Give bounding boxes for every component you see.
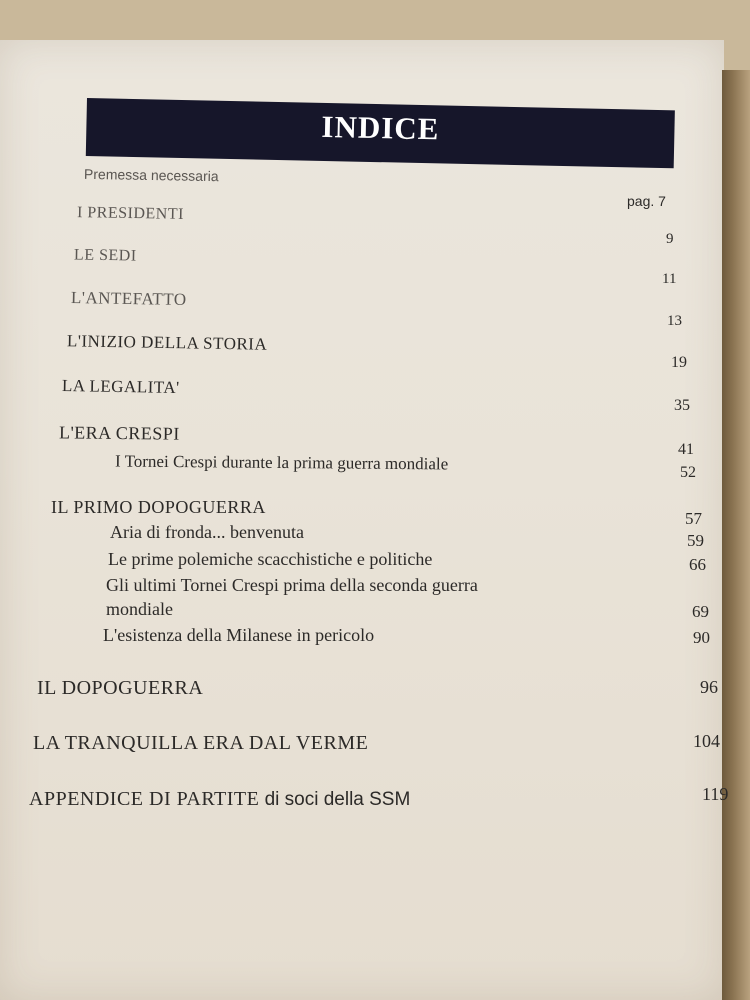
book-page (0, 40, 724, 1000)
toc-page-aria-di-fronda: 59 (687, 531, 704, 550)
toc-entry-inizio: L'INIZIO DELLA STORIA (66, 331, 268, 354)
toc-entry-appendice-label: APPENDICE DI PARTITE (29, 788, 260, 810)
toc-subentry-aria-di-fronda: Aria di fronda... benvenuta (110, 522, 304, 542)
page-title: INDICE (321, 108, 440, 147)
toc-page-dopoguerra: 96 (700, 677, 718, 697)
toc-page-prime-polemiche: 66 (689, 555, 706, 574)
toc-page-inizio: 19 (671, 354, 687, 371)
toc-subentry-esistenza-milanese: L'esistenza della Milanese in pericolo (103, 625, 375, 645)
toc-entry-dopoguerra: IL DOPOGUERRA (37, 677, 204, 699)
toc-page-era-crespi: 41 (678, 441, 694, 458)
toc-page-premessa: pag. 7 (627, 193, 666, 209)
toc-entry-legalita: LA LEGALITA' (61, 375, 180, 398)
toc-page-appendice: 119 (702, 784, 729, 804)
toc-entry-era-crespi: L'ERA CRESPI (58, 422, 180, 444)
toc-page-esistenza-milanese: 90 (693, 628, 710, 647)
toc-entry-presidenti: I PRESIDENTI (76, 204, 185, 223)
toc-entry-antefatto: L'ANTEFATTO (70, 287, 187, 310)
toc-page-tornei-prima-guerra: 52 (680, 464, 696, 481)
toc-page-presidenti: 9 (666, 231, 674, 247)
toc-entry-tranquilla-era: LA TRANQUILLA ERA DAL VERME (33, 732, 369, 754)
toc-page-antefatto: 13 (667, 313, 682, 329)
toc-subentry-prime-polemiche: Le prime polemiche scacchistiche e politiche (108, 549, 433, 569)
toc-page-primo-dopoguerra: 57 (685, 509, 702, 528)
toc-page-tranquilla-era: 104 (693, 731, 720, 751)
toc-page-sedi: 11 (662, 271, 677, 287)
toc-entry-premessa: Premessa necessaria (83, 165, 219, 185)
toc-entry-primo-dopoguerra: IL PRIMO DOPOGUERRA (51, 497, 266, 517)
toc-page-ultimi-tornei: 69 (692, 602, 709, 621)
toc-subentry-tornei-prima-guerra: I Tornei Crespi durante la prima guerra mondiale (114, 451, 449, 474)
title-banner (86, 98, 675, 168)
toc-entry-appendice-suffix: di soci della SSM (259, 789, 411, 810)
toc-entry-appendice (29, 788, 410, 811)
book-spine (722, 70, 750, 1000)
toc-subentry-ultimi-tornei-cont: mondiale (106, 599, 173, 619)
toc-page-legalita: 35 (674, 397, 690, 414)
toc-subentry-ultimi-tornei: Gli ultimi Tornei Crespi prima della seconda guerra (106, 575, 478, 595)
toc-entry-sedi: LE SEDI (73, 246, 137, 265)
